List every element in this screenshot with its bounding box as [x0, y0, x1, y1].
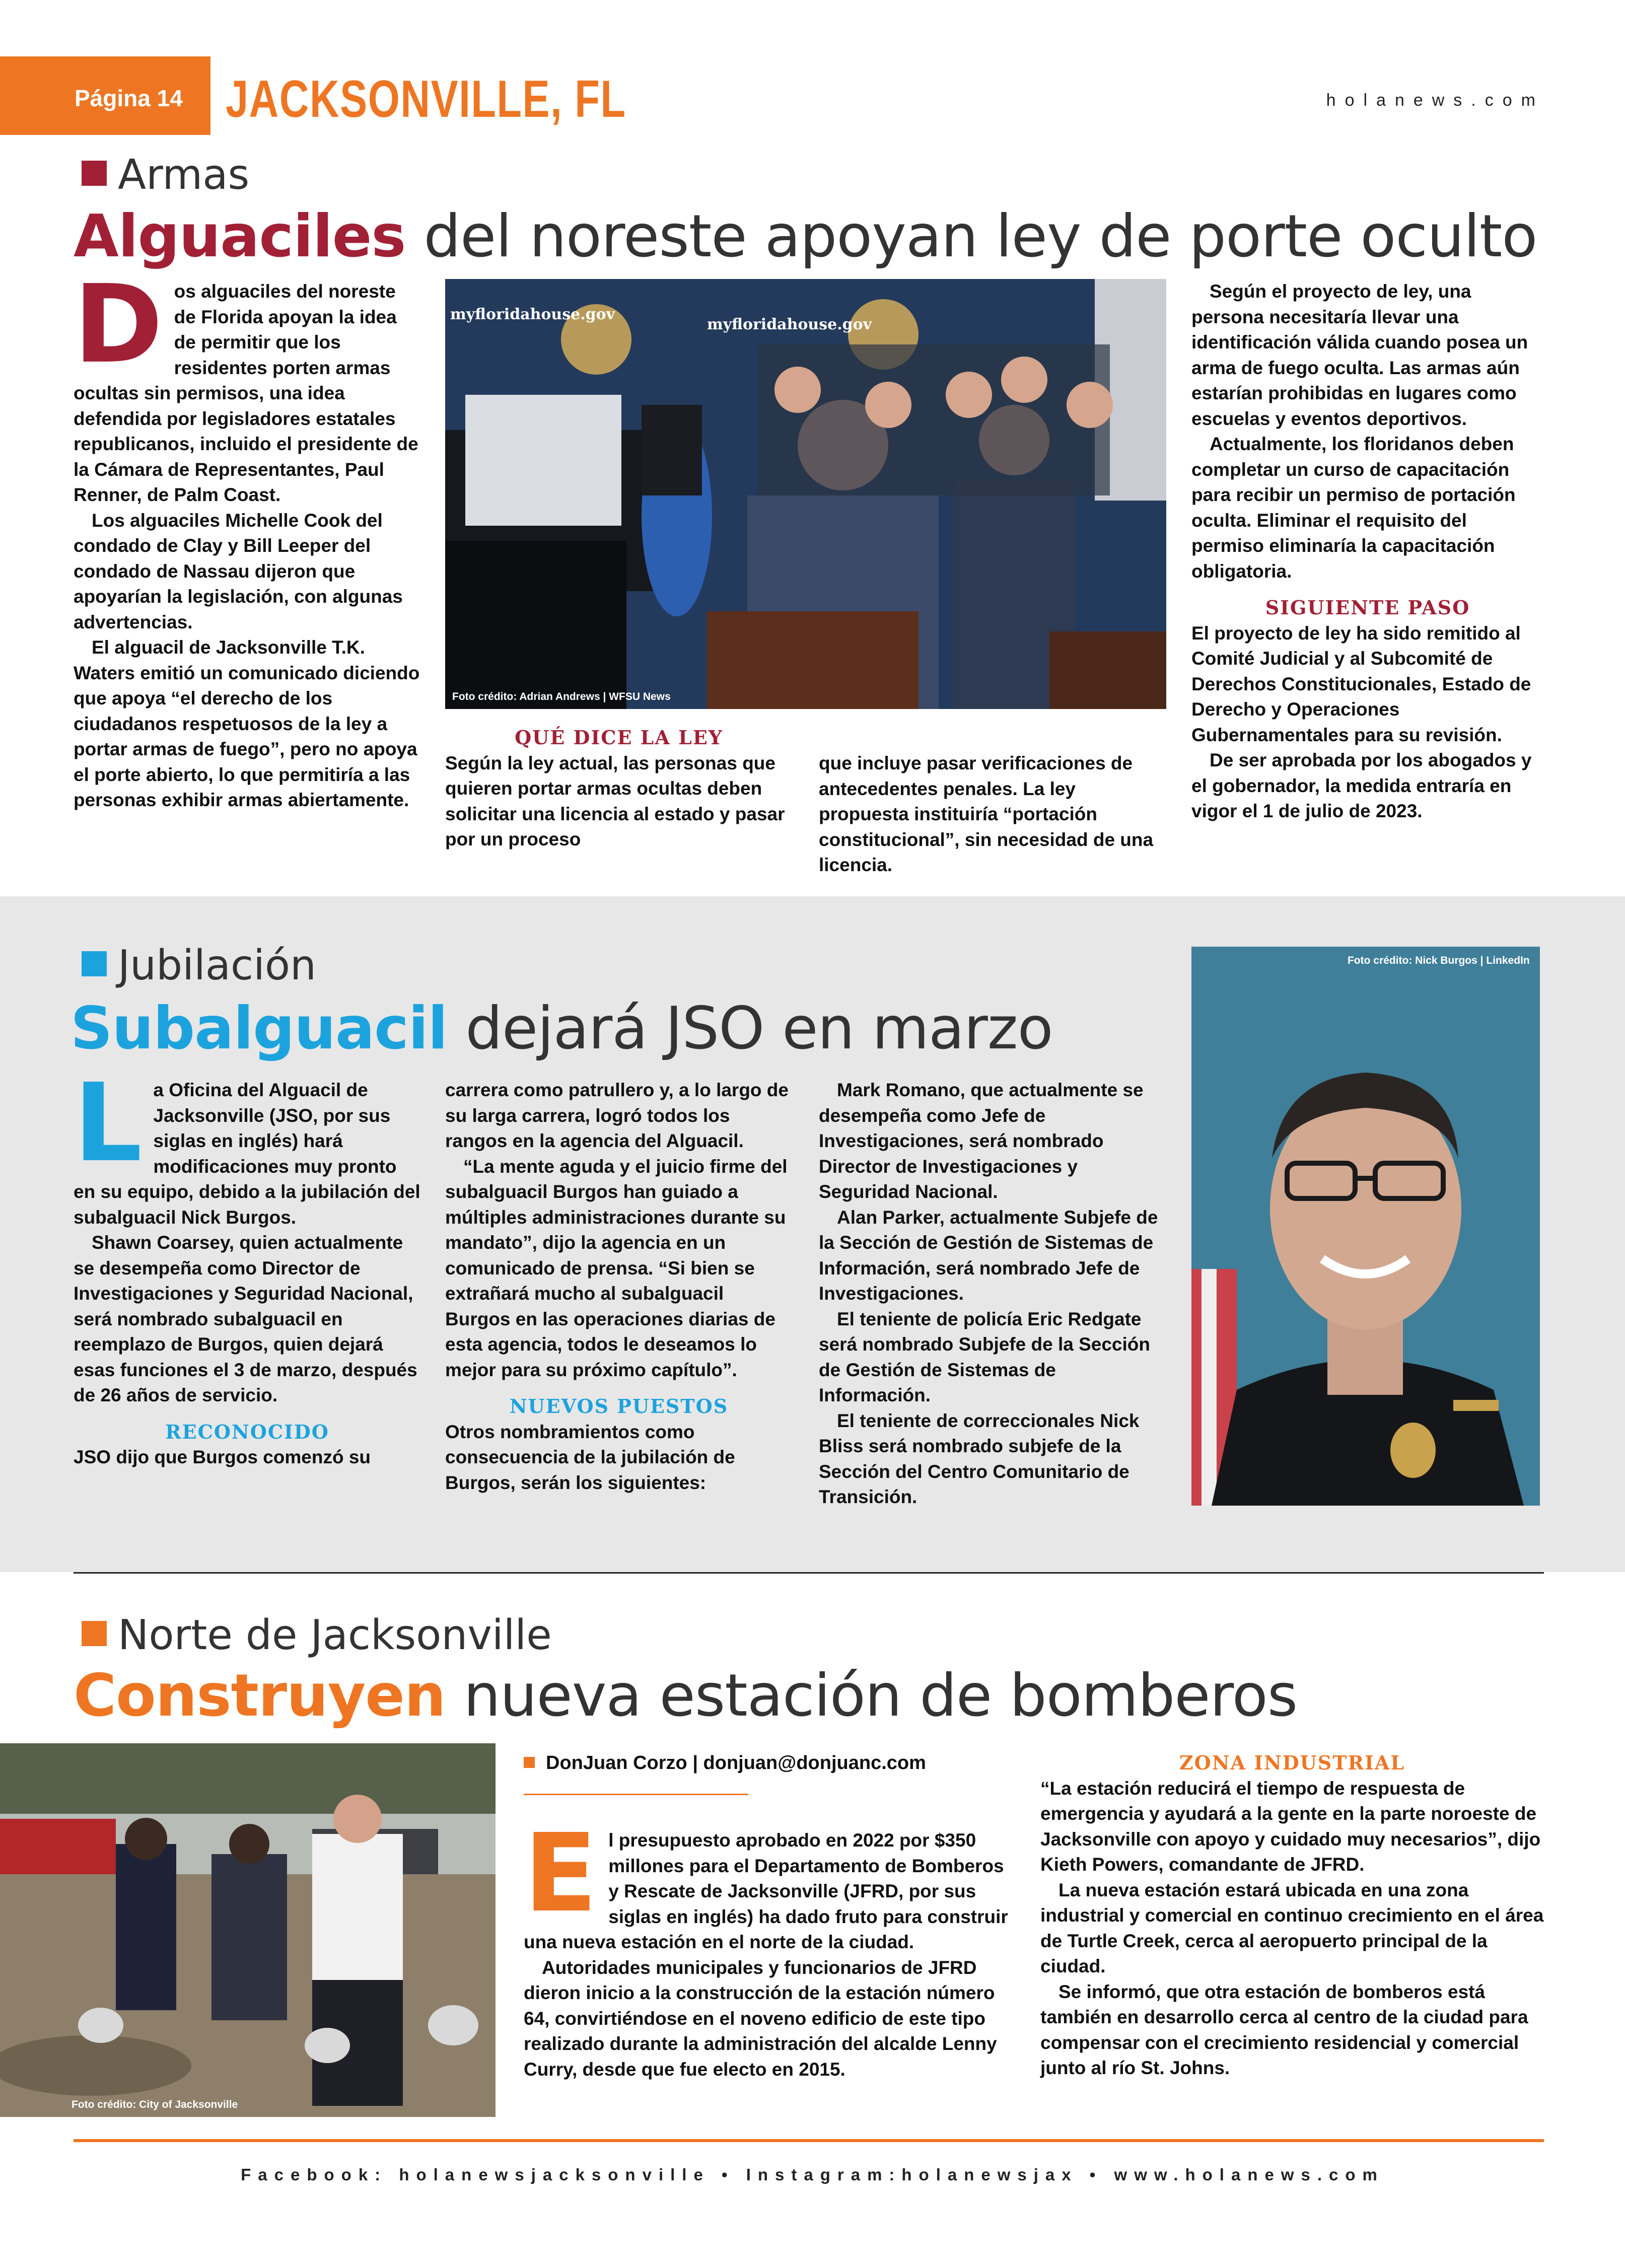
section-divider [74, 1572, 1544, 1574]
footer-social-links[interactable]: Facebook: holanewsjacksonville • Instagram:holanewsjax • www.holanews.com [241, 2165, 1384, 2184]
article1-photo-press-conference [445, 279, 1166, 709]
section-city-title: JACKSONVILLE, FL [226, 70, 626, 128]
portrait-illustration [1191, 947, 1540, 1506]
photo-sign-2: myfloridahouse.gov [707, 316, 872, 333]
article1-headline-rest: del noreste apoyan ley de porte oculto [423, 202, 1537, 270]
article3-byline [524, 1750, 977, 1776]
article1-kicker [82, 151, 249, 199]
article3-subhead: ZONA INDUSTRIAL [1179, 1751, 1405, 1774]
article3-headline [74, 1662, 1297, 1730]
square-icon [82, 161, 107, 186]
article3-para: Se informó, que otra estación de bomberos está también en desarrollo cerca al centro de la ciudad para compensar con el crecimiento residencial y comercial junto al río St. Johns. [1040, 1981, 1528, 2078]
square-icon [82, 1621, 107, 1646]
article2-para: JSO dijo que Burgos comenzó su [74, 1447, 371, 1467]
article2-headline-rest: dejará JSO en marzo [465, 995, 1053, 1062]
article1-para: Según la ley actual, las personas que quieren portar armas ocultas deben solicitar una licencia al estado y pasar por un proceso [445, 752, 785, 849]
article3-headline-bold: Construyen [74, 1662, 446, 1730]
article1-para: os alguaciles del noreste de Florida apoyan la idea de permitir que los residentes porten armas ocultas sin permisos, una idea defendida por legisladores estatales republicanos, incluido el presidente de la Cámara de Representantes, Paul Renner, de Palm Coast. [74, 281, 418, 505]
article2-portrait-photo [1191, 947, 1540, 1506]
article2-para: El teniente de policía Eric Redgate será nombrado Subjefe de la Sección de Gestión de Sistemas de Información. [819, 1308, 1150, 1405]
article3-para: “La estación reducirá el tiempo de respuesta de emergencia y ayudará a la gente en la parte noroeste de Jacksonville con apoyo y cuidado muy necesarios”, dijo Kieth Powers, comandante de JFRD. [1040, 1778, 1541, 1875]
page-number: Página 14 [75, 85, 183, 111]
article2-col3 [819, 1078, 1166, 1510]
article2-col2 [445, 1078, 793, 1496]
article1-para: Actualmente, los floridanos deben completar un curso de capacitación para recibir un permiso de portación oculta. Eliminar el requisito del permiso eliminaría la capacitación obligatoria. [1191, 434, 1516, 582]
groundbreaking-illustration [0, 1743, 496, 2117]
article3-groundbreaking-photo [0, 1743, 496, 2117]
article2-headline [70, 995, 1053, 1062]
article2-kicker [82, 942, 316, 989]
article2-kicker-text: Jubilación [118, 942, 317, 989]
article1-subhead: SIGUIENTE PASO [1265, 596, 1470, 619]
article1-col1 [74, 262, 421, 813]
article3-kicker-text: Norte de Jacksonville [118, 1611, 552, 1659]
photo-sign-1: myfloridahouse.gov [450, 306, 615, 323]
article2-para: “La mente aguda y el juicio firme del subalguacil Burgos han guiado a múltiples administraciones durante su mandato”, dijo la agencia en un comunicado de prensa. “Si bien se extrañará mucho al subalguacil Burgos en las operaciones diarias de esta agencia, todos le deseamos lo mejor para su próximo capítulo”. [445, 1156, 788, 1380]
article3-byline-text[interactable]: DonJuan Corzo | donjuan@donjuanc.com [546, 1752, 926, 1774]
article3-headline-rest: nueva estación de bomberos [463, 1662, 1298, 1730]
article1-para: El alguacil de Jacksonville T.K. Waters emitió un comunicado diciendo que apoya “el derecho de los ciudadanos respetuosos de la ley a portar armas de fuego”, pero no apoya el porte abierto, lo que permitiría a las personas exhibir armas abiertamente. [74, 637, 420, 810]
article3-col1 [524, 1811, 1016, 2082]
page-number-tab [0, 56, 210, 135]
article2-para: carrera como patrullero y, a lo largo de su larga carrera, logró todos los rangos en la agencia del Alguacil. [445, 1080, 789, 1151]
article2-col1 [74, 1060, 421, 1470]
article3-col2 [1040, 1750, 1544, 2081]
article1-photo-credit: Foto crédito: Adrian Andrews | WFSU News [452, 691, 671, 702]
square-icon [82, 951, 107, 976]
article2-para: Alan Parker, actualmente Subjefe de la Sección de Gestión de Sistemas de Información, será nombrado Jefe de Investigaciones. [819, 1207, 1158, 1304]
article1-para: Según el proyecto de ley, una persona necesitaría llevar una identificación válida cuando posea un arma de fuego oculta. Las armas aún estarían prohibidas en lugares como escuelas y eventos deportivos. [1191, 281, 1528, 429]
article3-drop-cap: E [524, 1811, 598, 1936]
article2-subhead: NUEVOS PUESTOS [509, 1395, 729, 1418]
article1-headline [74, 202, 1537, 270]
article2-para: a Oficina del Alguacil de Jacksonville (JSO, por sus siglas en inglés) hará modificaciones muy pronto en su equipo, debido a la jubilación del subalguacil Nick Burgos. [74, 1080, 420, 1228]
article1-col2 [445, 725, 793, 853]
article2-headline-bold: Subalguacil [70, 995, 448, 1062]
site-url[interactable]: holanews.com [1326, 91, 1544, 110]
article3-para: Autoridades municipales y funcionarios de JFRD dieron inicio a la construcción de la estación número 64, convirtiéndose en el noveno edificio de este tipo realizado durante la administración del alcalde Lenny Curry, desde que fue electo en 2015. [524, 1957, 997, 2080]
article1-para: De ser aprobada por los abogados y el gobernador, la medida entraría en vigor el 1 de julio de 2023. [1191, 750, 1532, 821]
square-icon [524, 1757, 535, 1768]
article3-para: La nueva estación estará ubicada en una zona industrial y comercial en continuo crecimiento en el área de Turtle Creek, cerca al aeropuerto principal de la ciudad. [1040, 1879, 1544, 1976]
article1-drop-cap: D [74, 262, 163, 387]
article1-col4 [1191, 279, 1544, 824]
article2-subhead: RECONOCIDO [165, 1420, 329, 1443]
article1-para: Los alguaciles Michelle Cook del condado de Clay y Bill Leeper del condado de Nassau dijeron que apoyarían la legislación, con algunas advertencias. [74, 510, 403, 632]
article1-kicker-text: Armas [118, 151, 250, 199]
article2-para: El teniente de correccionales Nick Bliss será nombrado subjefe de la Sección del Centro Comunitario de Transición. [819, 1410, 1140, 1507]
article2-photo-credit: Foto crédito: Nick Burgos | LinkedIn [1348, 955, 1530, 966]
byline-underline [524, 1794, 748, 1795]
article3-kicker [82, 1611, 552, 1659]
footer-rule [74, 2139, 1544, 2142]
article2-para: Mark Romano, que actualmente se desempeña como Jefe de Investigaciones, será nombrado Director de Investigaciones y Seguridad Nacional. [819, 1080, 1144, 1202]
article2-para: Otros nombramientos como consecuencia de la jubilación de Burgos, serán los siguientes: [445, 1421, 735, 1493]
press-conference-illustration [445, 279, 1166, 709]
article3-para: l presupuesto aprobado en 2022 por $350 millones para el Departamento de Bomberos y Rescate de Jacksonville (JFRD, por sus siglas en inglés) ha dado fruto para construir una nueva estación en el norte de la ciudad. [524, 1830, 1008, 1952]
article2-para: Shawn Coarsey, quien actualmente se desempeña como Director de Investigaciones y Seguridad Nacional, será nombrado subalguacil en reemplazo de Burgos, quien dejará esas funciones el 3 de marzo, después de 26 años de servicio. [74, 1232, 417, 1405]
article1-subhead: QUÉ DICE LA LEY [515, 726, 723, 749]
article2-drop-cap: L [74, 1060, 143, 1186]
article1-para: que incluye pasar verificaciones de antecedentes penales. La ley propuesta instituiría “portación constitucional”, sin necesidad de una licencia. [819, 753, 1154, 875]
article1-para: El proyecto de ley ha sido remitido al Comité Judicial y al Subcomité de Derechos Constitucionales, Estado de Derecho y Operaciones Gubernamentales para su revisión. [1191, 622, 1531, 745]
article1-headline-bold: Alguaciles [74, 202, 406, 270]
article1-col3 [819, 725, 1166, 878]
article3-photo-credit: Foto crédito: City of Jacksonville [72, 2099, 238, 2110]
